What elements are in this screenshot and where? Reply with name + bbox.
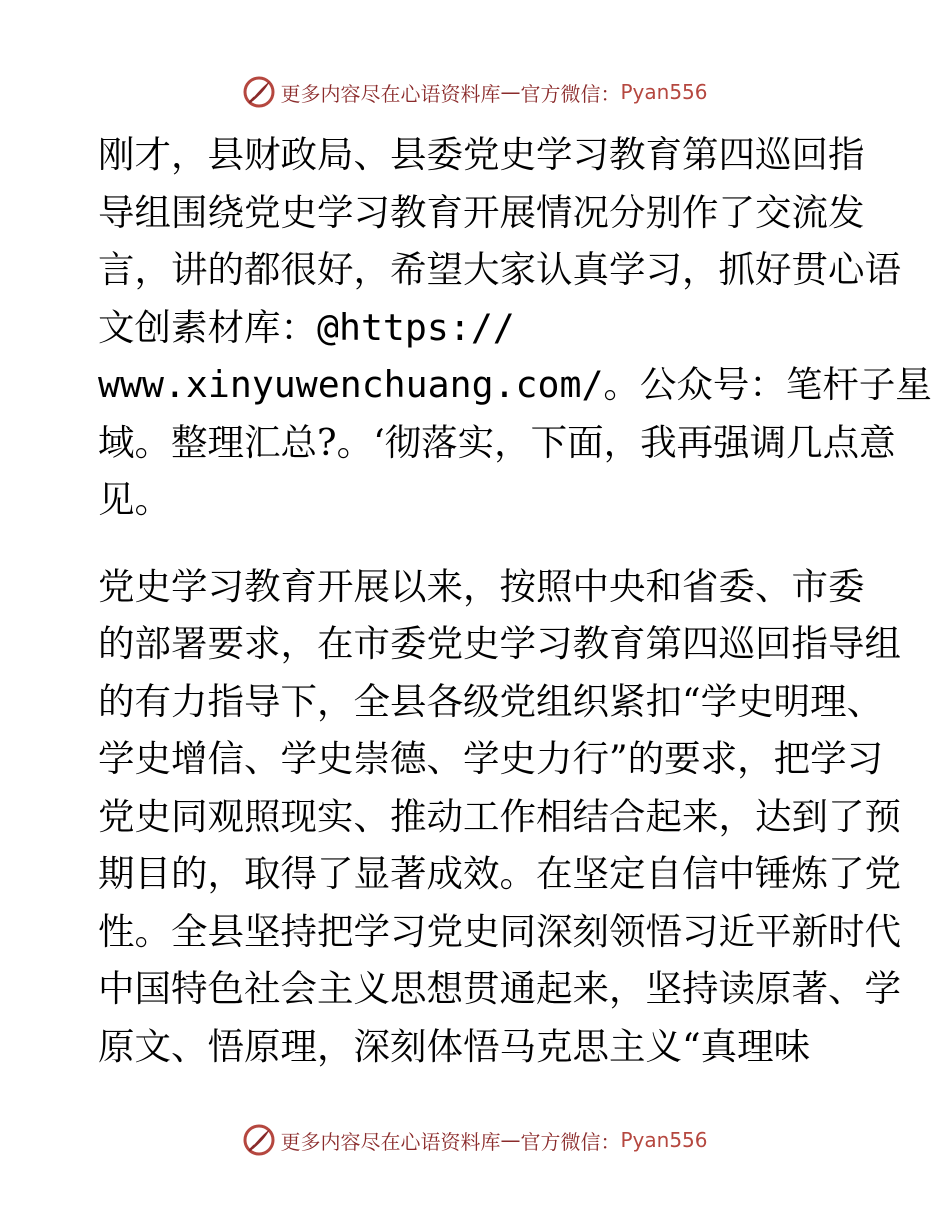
paragraph-2 bbox=[98, 558, 901, 1076]
banner-wechat-id: Pyan556 bbox=[620, 80, 708, 104]
text-line: 文创素材库：@https:// bbox=[98, 305, 515, 349]
header-banner bbox=[0, 72, 950, 112]
document-body bbox=[98, 126, 932, 1075]
text-line: www.xinyuwenchuang.com/。公众号：笔杆子星 bbox=[98, 363, 932, 406]
text-line: 的部署要求，在市委党史学习教育第四巡回指导组 bbox=[98, 622, 901, 665]
text-line: 见。 bbox=[98, 478, 171, 521]
text-line: 域。整理汇总?。‘彻落实，下面，我再强调几点意 bbox=[98, 420, 896, 464]
text-line: 的有力指导下，全县各级党组织紧扣“学史明理、 bbox=[98, 679, 884, 723]
text-line: 性。全县坚持把学习党史同深刻领悟习近平新时代 bbox=[98, 909, 901, 953]
text-line: 党史学习教育开展以来，按照中央和省委、市委 bbox=[98, 564, 865, 608]
footer-banner bbox=[0, 1120, 950, 1160]
banner-text: 更多内容尽在心语资料库 bbox=[280, 81, 501, 106]
paragraph-1 bbox=[98, 126, 932, 529]
text-line: 言，讲的都很好，希望大家认真学习，抓好贯心语 bbox=[98, 248, 901, 291]
banner-separator: — bbox=[500, 80, 521, 104]
banner-text: 更多内容尽在心语资料库 bbox=[280, 1129, 501, 1154]
text-line: 期目的，取得了显著成效。在坚定自信中锤炼了党 bbox=[98, 852, 901, 895]
text-line: 原文、悟原理，深刻体悟马克思主义“真理味 bbox=[98, 1024, 811, 1068]
banner-separator: — bbox=[500, 1128, 521, 1152]
text-line: 导组围绕党史学习教育开展情况分别作了交流发 bbox=[98, 190, 865, 234]
banner-label: 官方微信： bbox=[520, 1129, 621, 1154]
text-line: 中国特色社会主义思想贯通起来，坚持读原著、学 bbox=[98, 967, 901, 1010]
quill-logo-icon bbox=[242, 1123, 276, 1157]
text-line: 刚才，县财政局、县委党史学习教育第四巡回指 bbox=[98, 133, 865, 176]
banner-label: 官方微信： bbox=[520, 81, 621, 106]
quill-logo-icon bbox=[242, 75, 276, 109]
banner-wechat-id: Pyan556 bbox=[620, 1128, 708, 1152]
text-line: 学史增信、学史崇德、学史力行”的要求，把学习 bbox=[98, 737, 884, 780]
text-line: 党史同观照现实、推动工作相结合起来，达到了预 bbox=[98, 794, 901, 838]
